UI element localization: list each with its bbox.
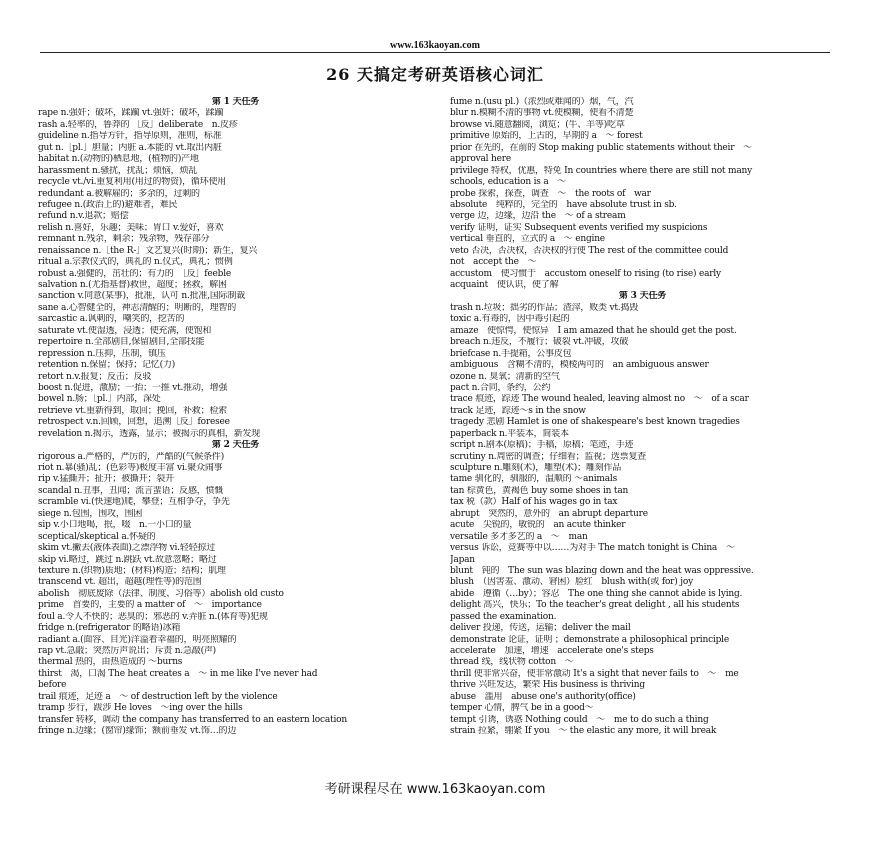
vocab-entry: skim vt.撇去(液体表面)之漂浮物 vi.轻轻掠过 (38, 543, 216, 554)
vocab-entry: retrospect v.n.回顾，回想，追溯［反］foresee (38, 417, 230, 428)
vocab-entry: recycle vt./vi.重复利用(用过的物资)，循环使用 (38, 177, 227, 188)
vocab-entry: thread 线，线状物 cotton ～ (450, 657, 574, 668)
vocab-entry: relish n.喜好，乐趣；美味；胃口 v.爱好，喜欢 (38, 222, 224, 233)
vocab-entry: rip v.猛撕开；扯开；被撕开；裂开 (38, 474, 174, 485)
vocab-entry: demonstrate 论证，证明 ；demonstrate a philosophical principle (450, 634, 729, 645)
vocab-entry: rap vt.急敲；突然厉声说出；斥责 n.急敲(声) (38, 646, 216, 656)
vocab-entry: sarcastic a.讽刺的，嘲笑的，挖苦的 (38, 314, 185, 325)
vocab-entry: strain 拉紧，绷紧 If you ～ the elastic any more, it will break (450, 726, 717, 737)
vocab-entry: trash n.垃圾；拙劣的作品；渣滓，败类 vt.捣毁 (450, 302, 639, 313)
vocab-entry: fume n.(usu pl.)（浓烈或难闻的）烟，气，汽 (450, 97, 634, 107)
vocab-entry: ozone n. 臭氧；清新的空气 (450, 371, 560, 382)
vocab-entry: rigorous a.严格的，严厉的，严酷的(气候条件) (38, 451, 225, 462)
vocab-entry: sceptical/skeptical a.怀疑的 (38, 531, 156, 542)
vocab-entry: repertoire n.全部剧目,保留剧目,全部技能 (38, 337, 205, 348)
vocab-entry: tramp 步行，跋涉 He loves ～ing over the hills (38, 703, 243, 714)
vocab-entry: schools, education is a ～ (450, 177, 567, 188)
vocab-entry: transfer 转移，调动 the company has transferred to an eastern location (38, 714, 347, 725)
vocab-entry: pact n.合同，条约，公约 (450, 382, 551, 393)
vocab-entry: Japan (450, 554, 475, 565)
vocab-entry: gut n.［pl.］胆量；内脏 a.本能的 vt.取出内脏 (38, 142, 222, 153)
vocab-entry: transcend vt. 超出，超越(理性等)的范围 (38, 577, 202, 588)
vocab-entry: scrutiny n.周密的调查；仔细看；监视；选票复查 (450, 451, 647, 462)
vocab-entry: sane a.心智健全的，神志清醒的；明断的，理智的 (38, 302, 236, 313)
vocab-entry: vertical 垂直的，立式的 a ～ engine (450, 234, 605, 245)
vocab-entry: prior 在先的，在前的 Stop making public statements without their ～ (450, 142, 752, 153)
vocab-entry: refugee n.(政治上的)避难者，难民 (38, 199, 178, 210)
vocab-entry: fringe n.边缘；(窗帘)缘饰；额前垂发 vt.饰…的边 (38, 726, 237, 737)
vocab-entry: accustom 使习惯于 accustom oneself to rising (to rise) early (450, 268, 721, 279)
vocab-entry: versus 诉讼，竞赛等中以……为对手 The match tonight is China ～ (450, 543, 735, 554)
vocab-entry: saturate vt.使湿透，浸透；使充满，使饱和 (38, 325, 212, 336)
day-heading: 第 3 天任务 (618, 291, 667, 302)
vocab-entry: thirst 渴，口渴 The heat creates a ～ in me like I've never had (38, 668, 318, 679)
left-column (38, 97, 433, 738)
vocab-entry: salvation n.(尤指基督)救世，超度；拯救，解困 (38, 280, 227, 290)
vocab-entry: sip v.小口地喝，抿，啜 n.一小口的量 (38, 520, 192, 531)
vocab-entry: before (38, 680, 67, 691)
vocab-entry: amaze 使惊愕，使惊异 I am amazed that he should get the post. (450, 325, 737, 336)
vocab-entry: thrive 兴旺发达，繁荣 His business is thriving (450, 680, 645, 691)
vocab-entry: remnant n.残余，剩余；残余物，残存部分 (38, 234, 210, 245)
vocab-entry: absolute 纯粹的，完全的 have absolute trust in sb. (450, 199, 677, 210)
vocab-entry: trail 痕迹，足迹 a ～ of destruction left by the violence (38, 691, 278, 702)
vocab-entry: verify 证明，证实 Subsequent events verified my suspicions (450, 222, 708, 233)
vocab-entry: thermal 热的，由热造成的 ～burns (38, 657, 183, 668)
vocab-entry: trace 痕迹，踪迹 The wound healed, leaving almost no ～ of a scar (450, 394, 749, 405)
vocab-entry: riot n.暴(骚)乱；(色彩等)极度丰富 vi.聚众闹事 (38, 463, 223, 473)
vocab-entry: scramble vi.(快速地)爬，攀登；互相争夺，争先 (38, 497, 230, 508)
vocab-entry: sanction v.同意(某事)，批准，认可 n.批准,国际制裁 (38, 291, 246, 302)
day-heading: 第 2 天任务 (211, 440, 260, 451)
vocab-entry: sculpture n.雕刻(术)，雕塑(术)；雕刻作品 (450, 463, 622, 473)
vocab-entry: bowel n.肠；［pl.］内部，深处 (38, 394, 161, 405)
vocab-entry: thrill 使非常兴奋，使非常激动 It's a sight that never fails to ～ me (450, 668, 739, 679)
vocab-entry: abrupt 突然的，意外的 an abrupt departure (450, 508, 648, 519)
vocab-entry: abide 遵循（…by）；容忍 The one thing she cannot abide is lying. (450, 588, 743, 599)
vocab-entry: tan 棕黄色，黄褐色 buy some shoes in tan (450, 485, 629, 496)
vocab-entry: rash a.轻率的，鲁莽的 ［反］deliberate n.皮疹 (38, 119, 238, 130)
vocab-entry: ambiguous 含糊不清的，模棱两可的 an ambiguous answer (450, 360, 709, 371)
vocab-entry: rape n.强奸；破坏，蹂躏 vt.强奸；破坏，蹂躏 (38, 108, 224, 119)
vocab-entry: acquaint 使认识，使了解 (450, 280, 559, 290)
vocab-entry: tax 税（款）Half of his wages go in tax (450, 497, 618, 508)
header-rule (40, 52, 830, 53)
vocab-entry: track 足迹，踪迹～s in the snow (450, 405, 586, 416)
day-heading: 第 1 天任务 (211, 97, 260, 107)
vocab-entry: retrieve vt.重新得到，取回；挽回，补救；检索 (38, 405, 227, 416)
vocab-entry: accelerate 加速，增速 accelerate one's steps (450, 646, 654, 656)
vocab-entry: acute 尖锐的，敏锐的 an acute thinker (450, 520, 626, 531)
vocab-entry: approval here (450, 154, 511, 165)
vocab-entry: retort n.v.报复；反击；反驳 (38, 371, 152, 382)
vocab-entry: deliver 投递，传送，运输；deliver the mail (450, 623, 631, 634)
vocab-entry: temper 心情，脾气 be in a good～ (450, 703, 594, 714)
vocab-entry: primitive 原始的，上古的，早期的 a ～ forest (450, 131, 643, 142)
vocab-entry: renaissance n.［the R-］文艺复兴(时期)；新生，复兴 (38, 245, 258, 256)
vocab-entry: siege n.包围，围攻，围困 (38, 508, 143, 519)
vocab-entry: retention n.保留；保持；记忆(力) (38, 360, 176, 371)
vocab-entry: texture n.(织物)质地；(材料)构造；结构；肌理 (38, 565, 226, 576)
vocab-entry: blur n.模糊不清的事物 vt.使模糊，使看不清楚 (450, 108, 634, 119)
vocab-entry: blush （因害羞、激动、窘困）脸红 blush with(或 for) joy (450, 577, 693, 588)
vocab-entry: privilege 特权，优惠，特免 In countries where there are still not many (450, 165, 752, 176)
vocab-entry: ritual a.宗教仪式的，典礼的 n.仪式，典礼；惯例 (38, 257, 233, 268)
vocab-entry: tragedy 悲剧 Hamlet is one of shakespeare's best known tragedies (450, 417, 740, 428)
vocab-entry: fridge n.(refrigerator 的略语)冰箱 (38, 623, 181, 634)
footer-text: 考研课程尽在 www.163kaoyan.com (324, 782, 546, 797)
vocab-entry: refund n.v.退款；赔偿 (38, 211, 129, 222)
vocab-entry: abolish 彻底废除（法律、制度、习俗等）abolish old custo (38, 588, 284, 599)
vocab-entry: browse vi.随意翻阅，浏览；(牛、羊等)吃草 (450, 119, 625, 130)
vocab-entry: passed the examination. (450, 611, 557, 622)
vocab-entry: veto 否决，否决权，否决权的行使 The rest of the committee could (450, 245, 729, 256)
vocab-entry: foul a.令人不快的；恶臭的；邪恶的 v.弄脏 n.(体育等)犯规 (38, 611, 268, 622)
vocab-entry: briefcase n.手提箱，公事皮包 (450, 348, 572, 359)
vocab-entry: not accept the ～ (450, 257, 537, 268)
site-url: www.163kaoyan.com (389, 40, 480, 51)
vocab-entry: guideline n.指导方针，指导原则，准则，标准 (38, 131, 222, 142)
vocab-entry: blunt 钝的 The sun was blazing down and the heat was oppressive. (450, 565, 754, 576)
vocab-entry: radiant a.(面容、目光)洋溢着幸福的，明亮照耀的 (38, 634, 237, 645)
right-column (450, 97, 835, 738)
vocab-entry: harassment n.骚扰，扰乱；烦恼，烦乱 (38, 165, 198, 176)
vocab-entry: redundant a.被解雇的；多余的，过剩的 (38, 188, 200, 199)
vocab-entry: versatile 多才多艺的 a ～ man (450, 531, 588, 542)
vocab-entry: probe 探索，探查，调查 ～ the roots of war (450, 188, 651, 199)
vocab-entry: tame 驯化的，驯服的，温顺的 ～animals (450, 474, 618, 485)
vocab-entry: verge 边，边缘，边沿 the ～ of a stream (450, 211, 626, 222)
vocab-entry: boost n.促进，激励；一抬；一推 vt.推动，增强 (38, 382, 228, 393)
vocab-entry: script n.剧本(原稿)；手稿，原稿；笔迹，手迹 (450, 440, 634, 451)
vocab-entry: habitat n.(动物的)栖息地，(植物的)产地 (38, 154, 199, 165)
vocab-entry: skip vi.略过，跳过 n.跳跃 vt.故意忽略；略过 (38, 554, 217, 565)
vocab-entry: revelation n.揭示，透露，显示；被揭示的真相，新发现 (38, 428, 261, 439)
vocab-entry: breach n.违反，不履行；破裂 vt.冲破，攻破 (450, 337, 629, 348)
vocab-entry: toxic a.有毒的，因中毒引起的 (450, 314, 570, 325)
page-title: 26 天搞定考研英语核心词汇 (326, 65, 544, 84)
vocab-entry: delight 高兴，快乐；To the teacher's great delight , all his students (450, 600, 740, 611)
vocab-entry: abuse 滥用 abuse one's authority(office) (450, 691, 636, 702)
vocab-entry: scandal n.丑事，丑闻；流言蜚语；反感，愤慨 (38, 485, 224, 496)
vocab-entry: tempt 引诱，诱惑 Nothing could ～ me to do such a thing (450, 714, 709, 725)
vocab-entry: repression n.压抑，压制，镇压 (38, 348, 166, 359)
vocab-entry: robust a.强健的，茁壮的；有力的 ［反］feeble (38, 268, 232, 279)
vocab-entry: paperback n.平装本，简装本 (450, 428, 569, 439)
vocab-entry: prime 首要的，主要的 a matter of ～ importance (38, 600, 262, 611)
